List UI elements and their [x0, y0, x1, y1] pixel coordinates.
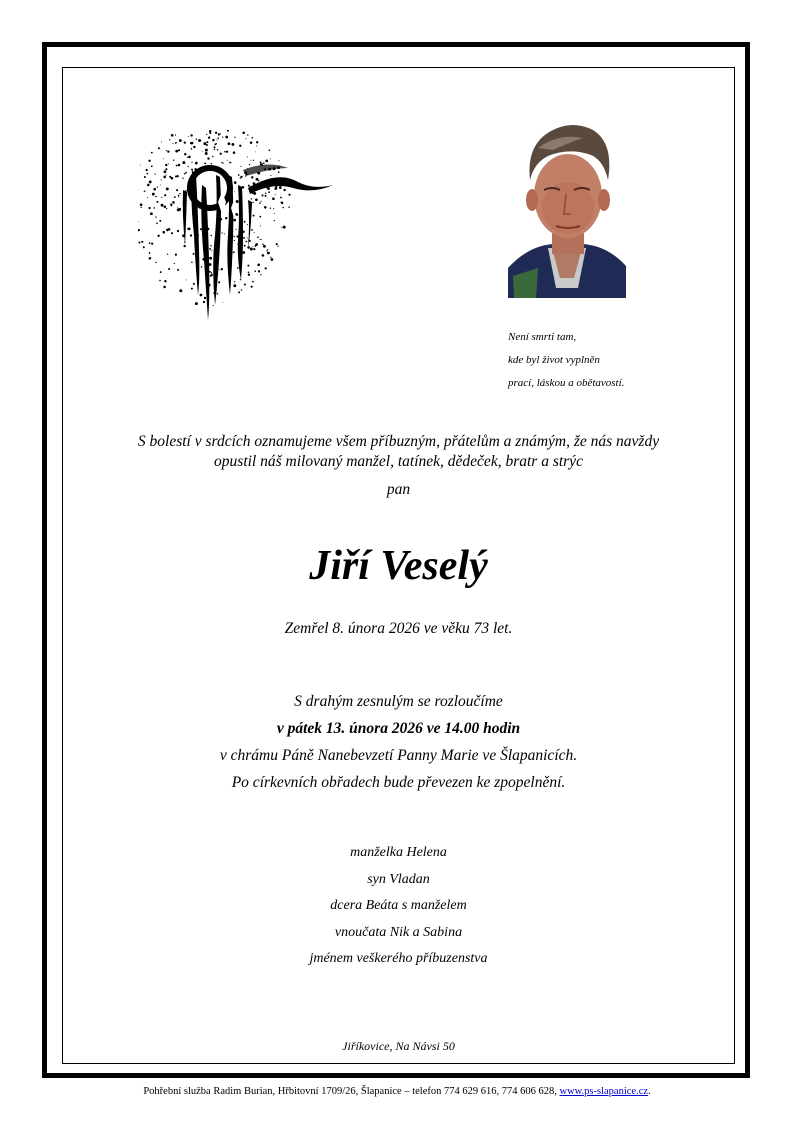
family-member: jménem veškerého příbuzenstva — [309, 951, 488, 966]
family-member: dcera Beáta s manželem — [330, 898, 467, 913]
website-link[interactable]: www.ps-slapanice.cz — [559, 1086, 649, 1097]
portrait-photo — [508, 118, 626, 298]
memorial-quote — [508, 326, 708, 395]
intro-line-2: opustil náš milovaný manžel, tatínek, dědeček, bratr a strýc — [214, 453, 583, 470]
family-member: vnoučata Nik a Sabina — [334, 924, 463, 940]
ceremony-place: v chrámu Páně Nanebevzetí Panny Marie ve Šlapanicích. — [219, 747, 578, 764]
funeral-service-footer — [0, 1086, 794, 1097]
family-member: manželka Helena — [350, 845, 447, 860]
moon-ornament-icon — [138, 130, 338, 355]
family-address: Jiříkovice, Na Návsi 50 — [342, 1039, 455, 1053]
footer-text: Pohřební služba Radim Burian, Hřbitovní 1709/26, Šlapanice – telefon 774 629 616, 774 606 628, — [143, 1086, 560, 1097]
ceremony-line-4: Po církevních obřadech bude převezen ke zpopelnění. — [231, 774, 566, 791]
deceased-name: Jiří Veselý — [309, 543, 488, 589]
ceremony-line-1: S drahým zesnulým se rozloučíme — [294, 693, 503, 710]
intro-line-1: S bolestí v srdcích oznamujeme všem příbuzným, přátelům a známým, že nás navždy — [137, 433, 660, 450]
family-member: syn Vladan — [367, 871, 430, 887]
title-pan: pan — [386, 481, 411, 498]
death-date: Zemřel 8. února 2026 ve věku 73 let. — [284, 620, 513, 637]
ceremony-date: v pátek 13. února 2026 ve 14.00 hodin — [276, 720, 521, 737]
announcement-intro — [62, 432, 735, 472]
footer-end: . — [648, 1086, 651, 1097]
ceremony-info — [62, 688, 735, 796]
family-list — [62, 840, 735, 973]
quote-line: kde byl život vyplněn — [508, 354, 600, 366]
quote-line: prací, láskou a obětavostí. — [508, 377, 625, 389]
quote-line: Není smrti tam, — [508, 331, 577, 343]
